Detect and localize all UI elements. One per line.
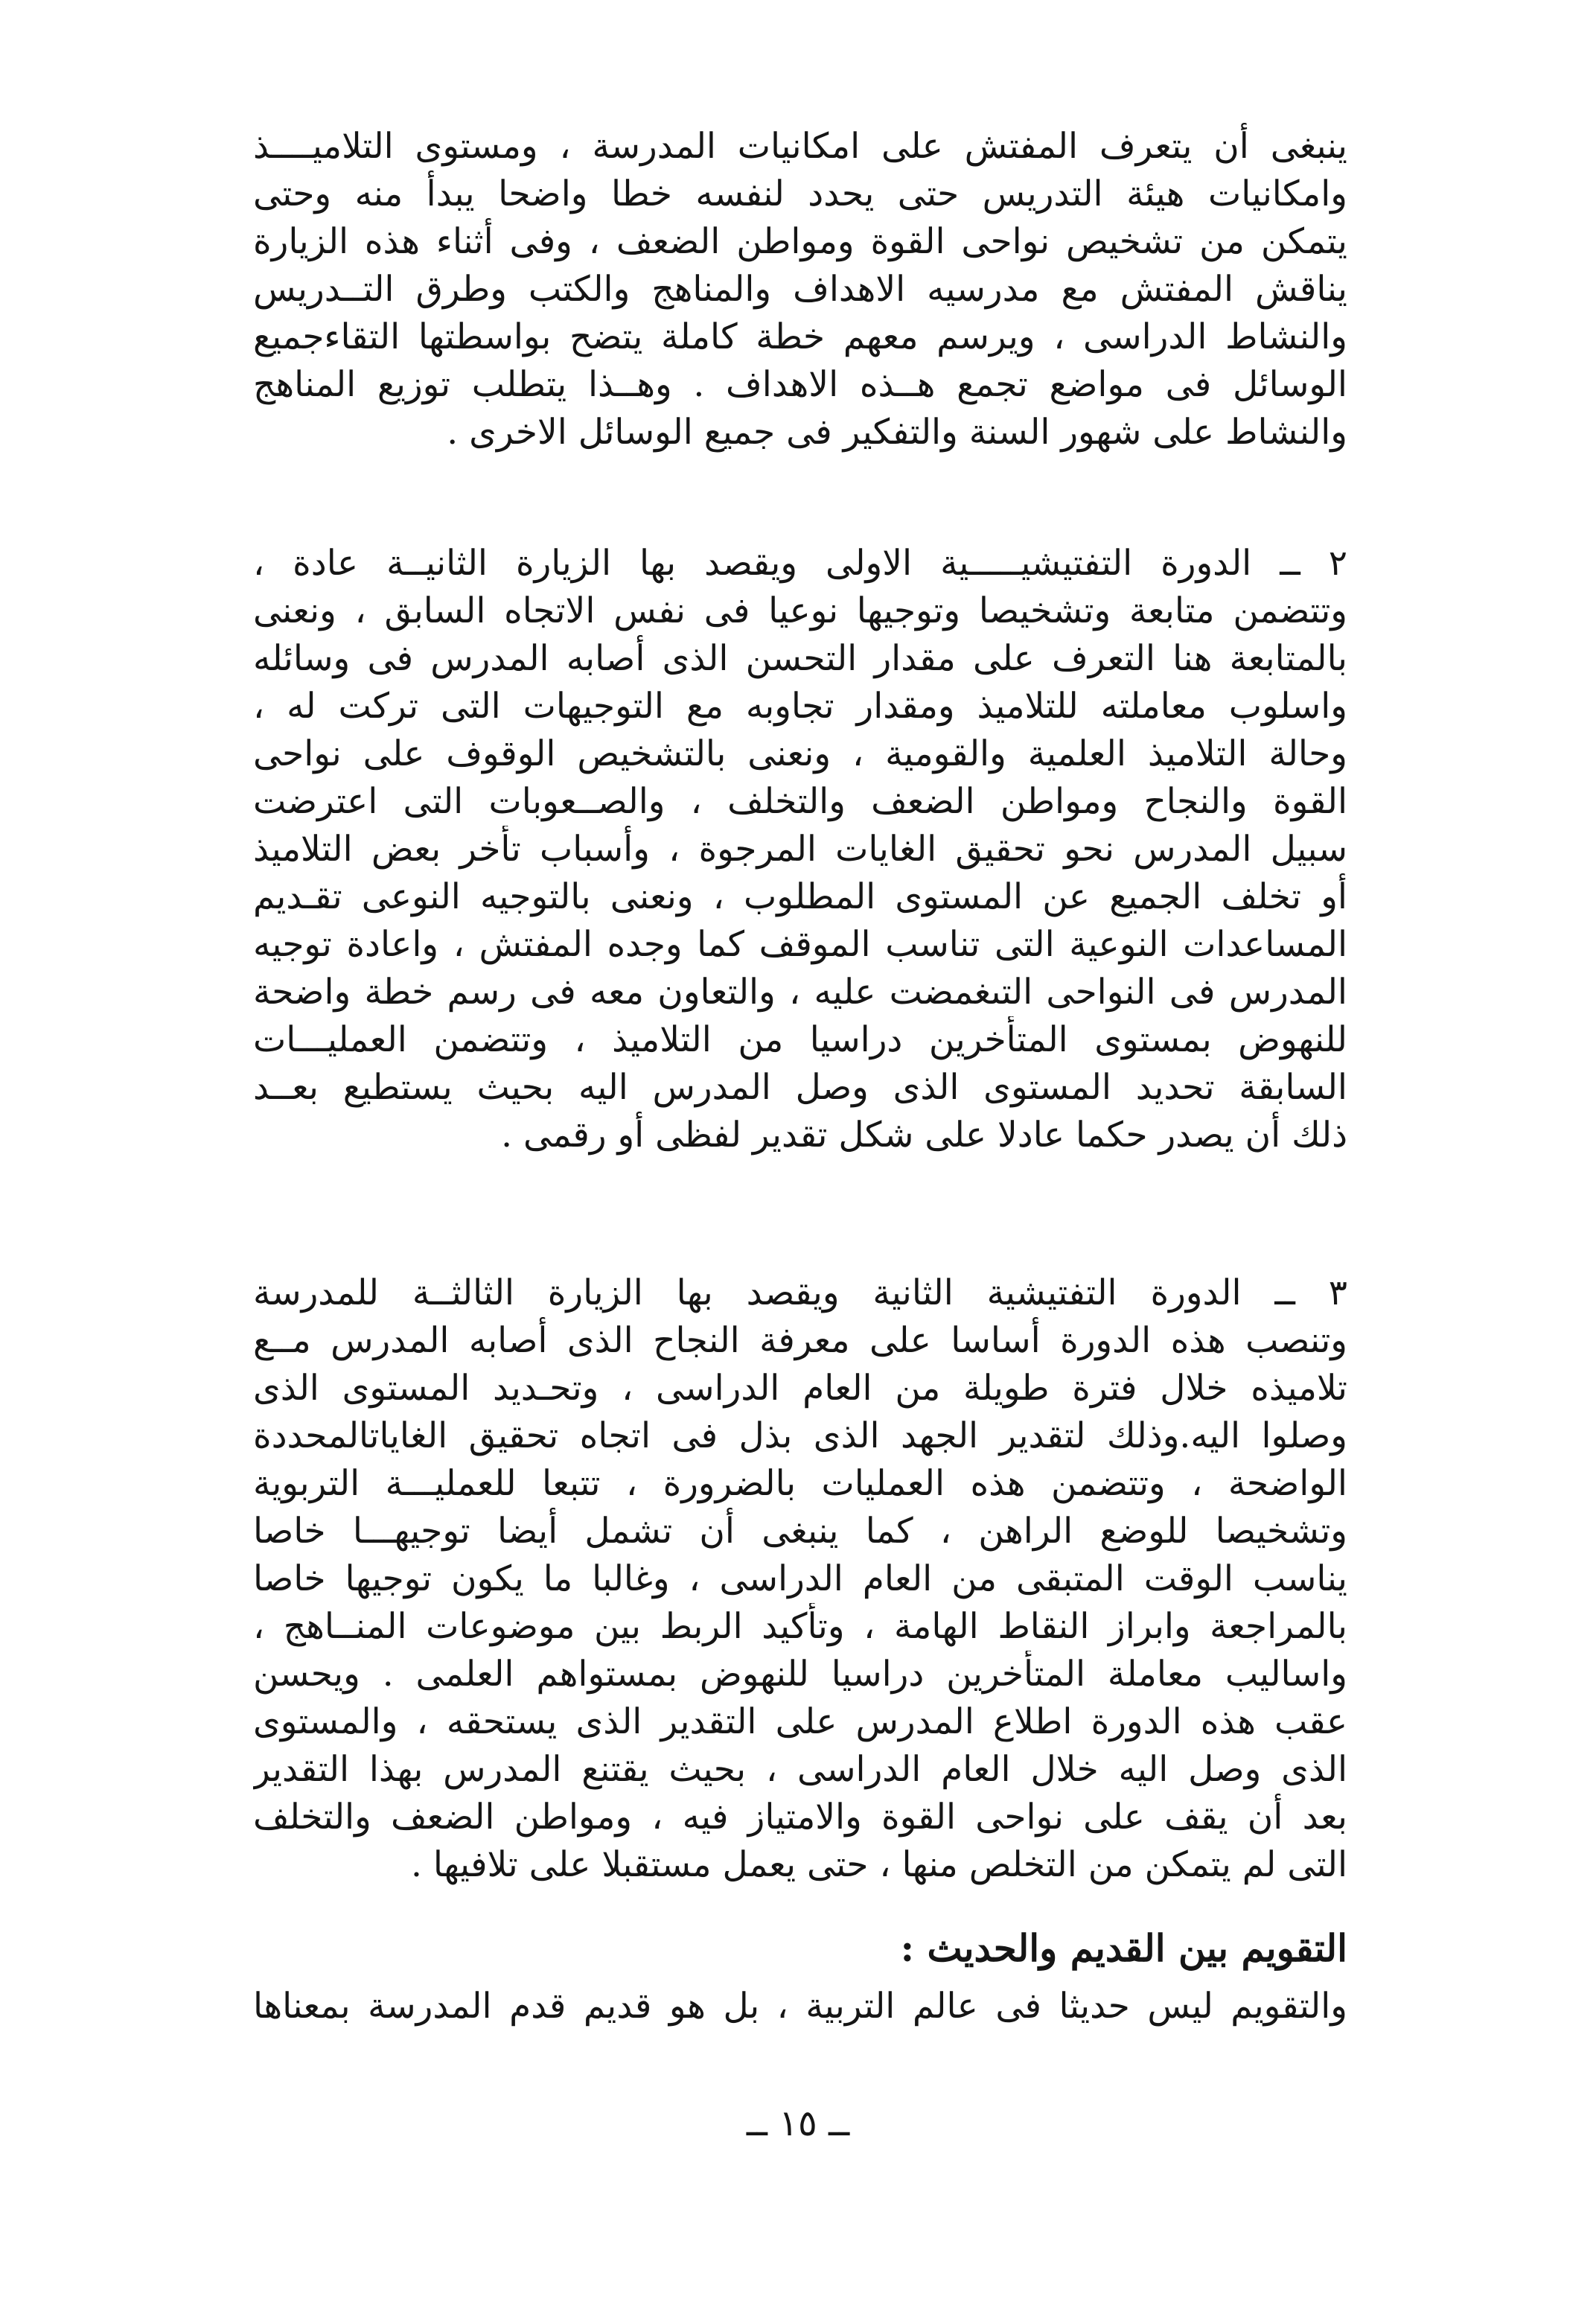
section-heading: التقويم بين القديم والحديث :: [900, 1926, 1347, 1970]
paragraph-evaluation-intro: [253, 1983, 1347, 2030]
text-line: الواضحة ، وتتضمن هذه العمليات بالضرورة ، تتبعا للعمليـــة التربوية: [253, 1463, 1347, 1504]
paragraph-first-inspection-cycle: [253, 540, 1347, 1159]
text-line: المدرس فى النواحى التىغمضت عليه ، والتعاون معه فى رسم خطة واضحة: [253, 972, 1347, 1013]
text-line: سبيل المدرس نحو تحقيق الغايات المرجوة ، وأسباب تأخر بعض التلاميذ: [253, 829, 1347, 870]
text-line: ٢ ــ الدورة التفتيشيـــــية الاولى ويقصد بها الزيارة الثانيــة عادة ،: [253, 543, 1347, 584]
text-line: تلاميذه خلال فترة طويلة من العام الدراسى ، وتحـديد المستوى الذى: [253, 1368, 1347, 1409]
text-line: الوسائل فى مواضع تجمع هــذه الاهداف . وهــذا يتطلب توزيع المناهج: [253, 364, 1347, 405]
text-line: وحالة التلاميذ العلمية والقومية ، ونعنى بالتشخيص الوقوف على نواحى: [253, 733, 1347, 774]
text-line: والتقويم ليس حديثا فى عالم التربية ، بل هو قديم قدم المدرسة بمعناها: [253, 1986, 1347, 2027]
text-line: وصلوا اليه.وذلك لتقدير الجهد الذى بذل فى اتجاه تحقيق الغاياتالمحددة: [253, 1415, 1347, 1456]
page-number: ــ ١٥ ــ: [746, 2103, 850, 2144]
text-line: واساليب معاملة المتأخرين دراسيا للنهوض بمستواهم العلمى . ويحسن: [253, 1654, 1347, 1695]
text-line: وتتضمن متابعة وتشخيصا وتوجيها نوعيا فى نفس الاتجاه السابق ، ونعنى: [253, 590, 1347, 631]
text-line: عقب هذه الدورة اطلاع المدرس على التقدير الذى يستحقه ، والمستوى: [253, 1701, 1347, 1742]
text-line: واسلوب معاملته للتلاميذ ومقدار تجاوبه مع التوجيهات التى تركت له ،: [253, 686, 1347, 727]
text-line: يتمكن من تشخيص نواحى القوة ومواطن الضعف ، وفى أثناء هذه الزيارة: [253, 221, 1347, 262]
paragraph-inspector-first-visit: [253, 123, 1347, 456]
text-line: المساعدات النوعية التى تناسب الموقف كما وجده المفتش ، واعادة توجيه: [253, 924, 1347, 965]
text-line: ذلك أن يصدر حكما عادلا على شكل تقدير لفظى أو رقمى .: [501, 1115, 1347, 1156]
text-line: القوة والنجاح ومواطن الضعف والتخلف ، والصــعوبات التى اعترضت: [253, 781, 1347, 822]
text-line: وتشخيصا للوضع الراهن ، كما ينبغى أن تشمل أيضا توجيهـــا خاصا: [253, 1511, 1347, 1552]
text-line: للنهوض بمستوى المتأخرين دراسيا من التلاميذ ، وتتضمن العمليـــات: [253, 1019, 1347, 1060]
text-line: ينبغى أن يتعرف المفتش على امكانيات المدرسة ، ومستوى التلاميــــذ: [253, 126, 1347, 167]
text-line: أو تخلف الجميع عن المستوى المطلوب ، ونعنى بالتوجيه النوعى تقـديم: [253, 876, 1347, 917]
text-line: السابقة تحديد المستوى الذى وصل المدرس اليه بحيث يستطيع بعــد: [253, 1067, 1347, 1108]
text-line: وتنصب هذه الدورة أساسا على معرفة النجاح الذى أصابه المدرس مــع: [253, 1320, 1347, 1361]
text-line: الذى وصل اليه خلال العام الدراسى ، بحيث يقتنع المدرس بهذا التقدير: [253, 1749, 1347, 1790]
text-line: بالمراجعة وابراز النقاط الهامة ، وتأكيد الربط بين موضوعات المنــاهج ،: [253, 1606, 1347, 1647]
text-line: والنشاط على شهور السنة والتفكير فى جميع الوسائل الاخرى .: [447, 412, 1347, 453]
paragraph-second-inspection-cycle: [253, 1269, 1347, 1889]
text-line: والنشاط الدراسى ، ويرسم معهم خطة كاملة يتضح بواسطتها التقاءجميع: [253, 316, 1347, 357]
text-line: ٣ ــ الدورة التفتيشية الثانية ويقصد بها الزيارة الثالثــة للمدرسة: [253, 1272, 1347, 1313]
text-line: يناقش المفتش مع مدرسيه الاهداف والمناهج والكتب وطرق التــدريس: [253, 269, 1347, 310]
text-line: يناسب الوقت المتبقى من العام الدراسى ، وغالبا ما يكون توجيها خاصا: [253, 1558, 1347, 1599]
text-line: بعد أن يقف على نواحى القوة والامتياز فيه ، ومواطن الضعف والتخلف: [253, 1797, 1347, 1838]
text-line: بالمتابعة هنا التعرف على مقدار التحسن الذى أصابه المدرس فى وسائله: [253, 638, 1347, 679]
text-line: وامكانيات هيئة التدريس حتى يحدد لنفسه خطا واضحا يبدأ منه وحتى: [253, 173, 1347, 214]
text-line: التى لم يتمكن من التخلص منها ، حتى يعمل مستقبلا على تلافيها .: [411, 1844, 1347, 1885]
